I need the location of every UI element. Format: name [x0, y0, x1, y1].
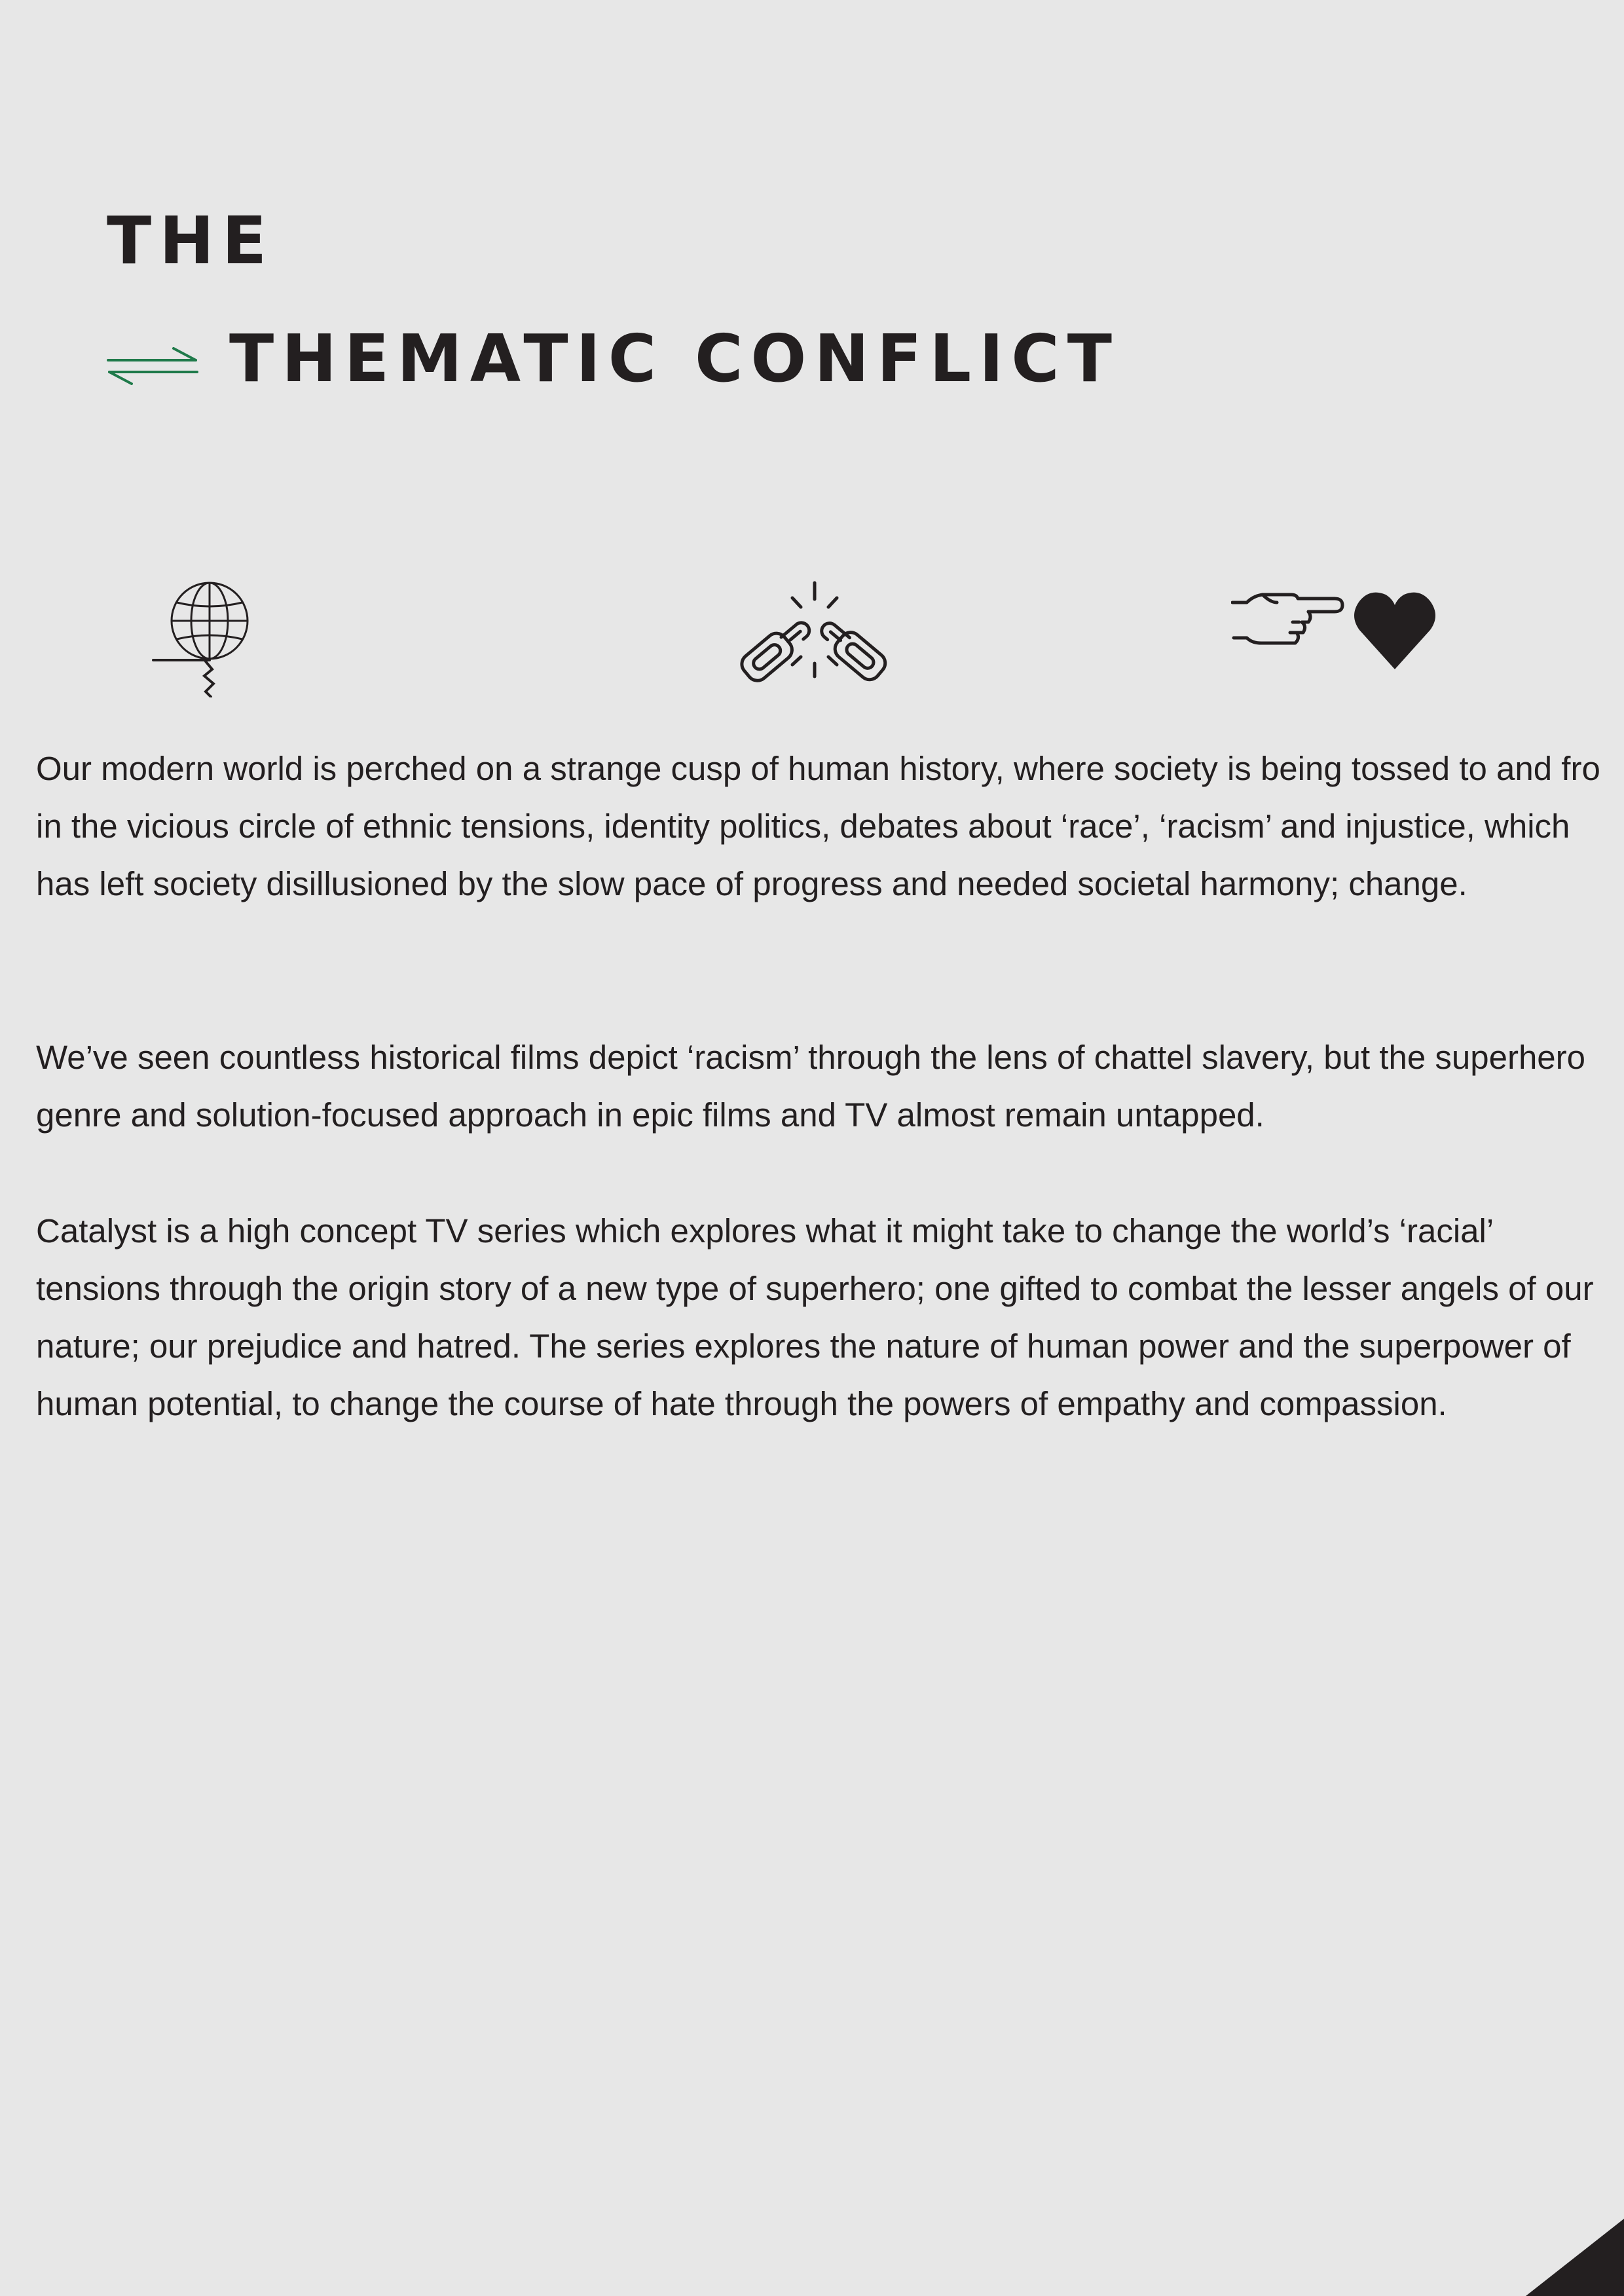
broken-chain-icon	[730, 580, 900, 694]
body-paragraph-1: Our modern world is perched on a strange cusp of human history, where society is being tossed to and fro in the vicious circle of ethnic tensions, identity politics, debates about ‘race’, ‘racism’ and injustice, which has left society disillusioned by the slow pace of progress and needed societal harmony; change.	[36, 750, 1600, 902]
page-title-main: THEMATIC CONFLICT	[229, 320, 1120, 397]
body-paragraph-2: We’ve seen countless historical films depict ‘racism’ through the lens of chattel slavery, but the superhero genre and solution-focused approach in epic films and TV almost remain untapped.	[36, 1039, 1586, 1134]
heart-icon	[1354, 593, 1435, 669]
swap-arrows-icon	[107, 346, 198, 386]
corner-triangle-decoration	[1526, 2219, 1624, 2296]
pointing-hand-icon	[1231, 583, 1454, 675]
body-paragraph-3: Catalyst is a high concept TV series which explores what it might take to change the world’s ‘racial’ tensions through the origin story of a new type of superhero; one gifted to combat the lesser angels of our nature; our prejudice and hatred. The series explores the nature of human power and the superpower of human potential, to change the course of hate through the powers of empathy and compassion.	[36, 1212, 1594, 1422]
page-title-the: THE	[107, 202, 275, 279]
globe-icon	[151, 576, 255, 697]
